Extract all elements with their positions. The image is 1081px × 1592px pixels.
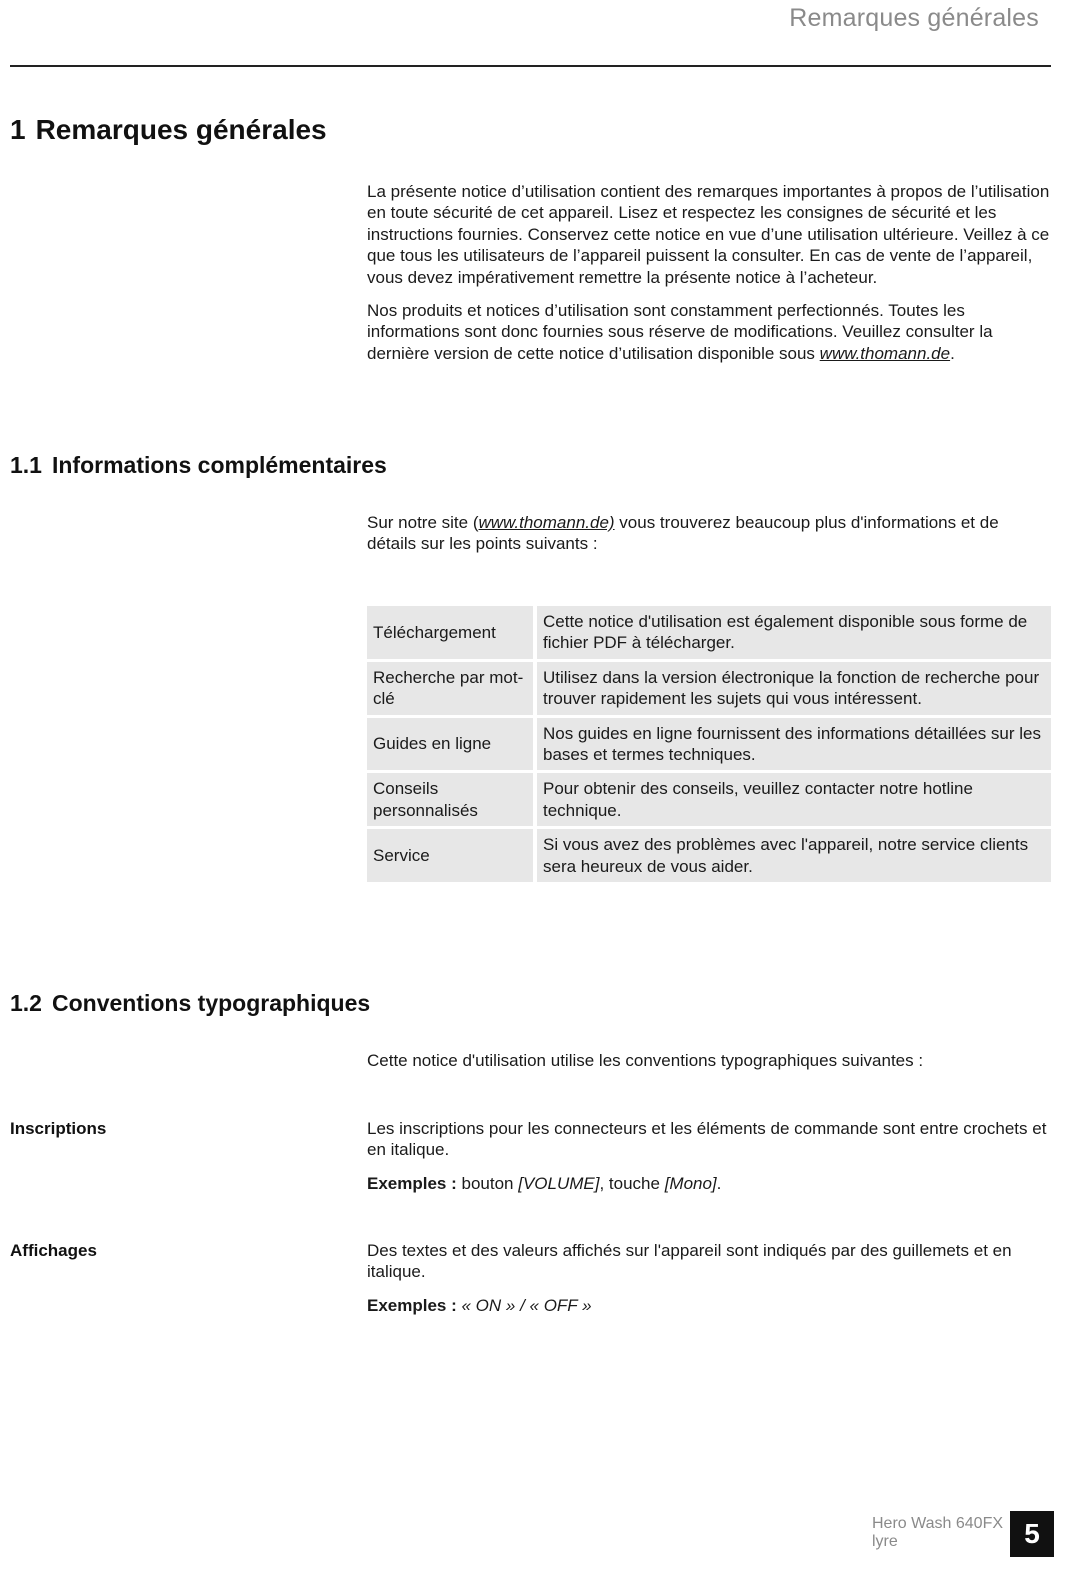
footer-product (872, 1515, 1003, 1551)
section-1-heading (10, 114, 327, 146)
section-1-2-title: Conventions typographiques (51, 990, 371, 1016)
section-1-paragraph-1: La présente notice d’utilisation contient des remarques importantes à propos de l’utilisation en toute sécurité de cet appareil. Lisez et respectez les consignes de sécurité et les instructions fournies. Conservez cette notice en vue d’une utilisation ultérieure. Veillez à ce que tous les utilisateurs de l’appareil puissent la consulter. En cas de vente de l’appareil, vous devez impérativement remettre la présente notice à l’acheteur. (367, 182, 1050, 287)
footer-product-type: lyre (872, 1533, 898, 1550)
table-term: Téléchargement (367, 606, 537, 659)
inscriptions-example-pre2: , touche (599, 1173, 665, 1193)
intro-after-text: vous trouverez beaucoup plus d'informations et de détails sur les points suivants : (367, 513, 999, 554)
affichages-body (367, 1240, 1051, 1316)
section-1-1-intro (367, 512, 1051, 555)
thomann-site-link[interactable]: www.thomann.de) (478, 513, 615, 532)
header-rule (10, 65, 1051, 67)
page-number: 5 (1010, 1511, 1054, 1557)
table-term: Guides en ligne (367, 718, 537, 771)
inscriptions-example-end: . (716, 1173, 722, 1193)
intro-before-text: Sur notre site ( (367, 513, 479, 532)
affichages-text: Des textes et des valeurs affichés sur l'appareil sont indiqués par des guillemets et en italique. (367, 1241, 1012, 1282)
affichages-example-values: « ON » / « OFF » (461, 1295, 592, 1315)
table-row (367, 773, 1051, 826)
table-description: Si vous avez des problèmes avec l'appareil, notre service clients sera heureux de vous aider. (537, 829, 1051, 882)
footer-product-name: Hero Wash 640FX (872, 1515, 1004, 1532)
table-row (367, 662, 1051, 715)
table-description: Nos guides en ligne fournissent des informations détaillées sur les bases et termes techniques. (537, 718, 1051, 771)
section-1-body (367, 181, 1051, 364)
section-1-2-intro-paragraph: Cette notice d'utilisation utilise les conventions typographiques suivantes : (367, 1051, 924, 1070)
inscriptions-example (367, 1173, 1051, 1194)
section-1-paragraph-2-end: . (950, 343, 955, 363)
inscriptions-example-pre1: bouton (456, 1173, 519, 1193)
inscriptions-example-label: Exemples : (367, 1173, 457, 1193)
inscriptions-example-volume: [VOLUME] (518, 1173, 600, 1193)
inscriptions-body (367, 1118, 1051, 1194)
table-description: Utilisez dans la version électronique la fonction de recherche pour trouver rapidement les sujets qui vous intéressent. (537, 662, 1051, 715)
section-1-title: Remarques générales (35, 114, 327, 145)
thomann-link[interactable]: www.thomann.de (819, 343, 951, 363)
table-row (367, 606, 1051, 659)
section-1-number: 1 (10, 114, 26, 145)
inscriptions-text: Les inscriptions pour les connecteurs et les éléments de commande sont entre crochets et en italique. (367, 1119, 1047, 1160)
inscriptions-example-mono: [Mono] (664, 1173, 717, 1193)
section-1-1-heading (10, 452, 387, 479)
inscriptions-label: Inscriptions (10, 1119, 107, 1138)
table-row (367, 718, 1051, 771)
affichages-label: Affichages (10, 1241, 97, 1260)
section-1-1-number: 1.1 (10, 452, 42, 478)
table-term: Recherche par mot-clé (367, 662, 537, 715)
section-1-2-intro (367, 1050, 1051, 1071)
table-row (367, 829, 1051, 882)
section-1-1-title: Informations complémentaires (51, 452, 387, 478)
table-description: Cette notice d'utilisation est également disponible sous forme de fichier PDF à télécharger. (537, 606, 1051, 659)
table-description: Pour obtenir des conseils, veuillez contacter notre hotline technique. (537, 773, 1051, 826)
affichages-example (367, 1295, 1051, 1316)
table-term: Conseils personnalisés (367, 773, 537, 826)
section-1-paragraph-2-text: Nos produits et notices d’utilisation sont constamment perfectionnés. Toutes les informations sont donc fournies sous réserve de modifications. Veuillez consulter la dernière version de cette notice d’utilisation disponible sous (367, 301, 993, 363)
section-1-1-intro-paragraph (367, 512, 1051, 555)
running-header-title: Remarques générales (789, 4, 1039, 32)
section-1-2-heading (10, 990, 370, 1017)
affichages-example-label: Exemples : (367, 1295, 457, 1315)
table-term: Service (367, 829, 537, 882)
info-table (367, 603, 1051, 885)
section-1-paragraph-2 (367, 300, 1051, 364)
section-1-2-number: 1.2 (10, 990, 42, 1016)
